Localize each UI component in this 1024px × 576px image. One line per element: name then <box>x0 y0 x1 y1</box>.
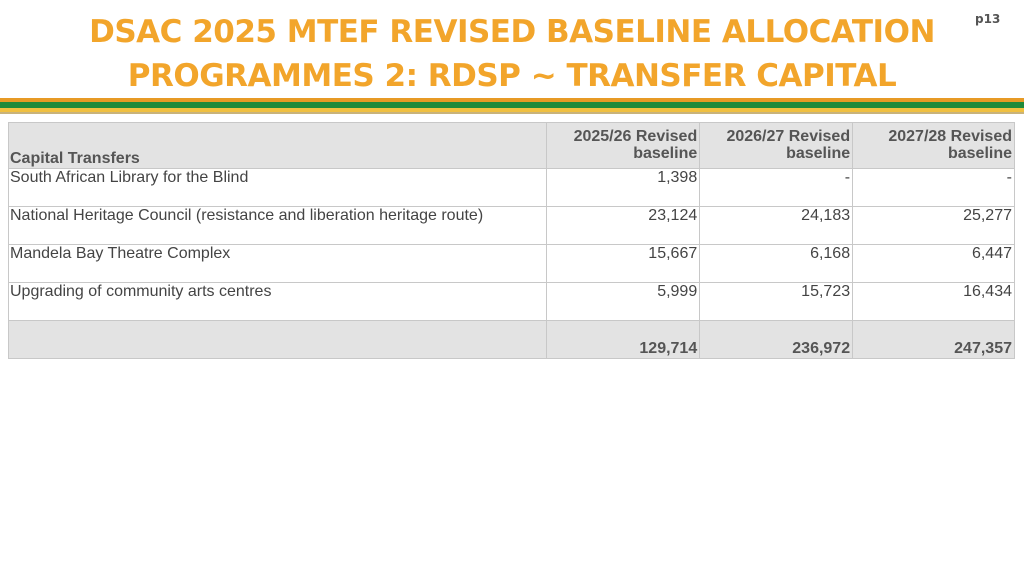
row-value-2027-28: 25,277 <box>853 207 1015 245</box>
header-2026-27-line1: 2026/27 Revised <box>726 128 851 145</box>
row-value-2025-26: 1,398 <box>547 169 700 207</box>
capital-transfers-table <box>8 122 1015 359</box>
header-2027-28-line1: 2027/28 Revised <box>888 128 1012 145</box>
row-value-2026-27: 24,183 <box>700 207 853 245</box>
total-2027-28: 247,357 <box>853 321 1015 359</box>
row-label: Mandela Bay Theatre Complex <box>9 245 547 283</box>
row-value-2025-26: 23,124 <box>547 207 700 245</box>
table-row <box>9 207 1015 245</box>
row-value-2026-27: 6,168 <box>700 245 853 283</box>
header-2027-28 <box>853 123 1015 169</box>
header-2025-26 <box>547 123 700 169</box>
row-value-2025-26: 5,999 <box>547 283 700 321</box>
divider-stripe-tan <box>0 112 1024 114</box>
table-row <box>9 283 1015 321</box>
title-line-2: PROGRAMMES 2: RDSP ~ TRANSFER CAPITAL <box>127 58 897 94</box>
row-value-2027-28: 16,434 <box>853 283 1015 321</box>
row-value-2025-26: 15,667 <box>547 245 700 283</box>
title-line-1: DSAC 2025 MTEF REVISED BASELINE ALLOCATION <box>89 14 935 50</box>
header-2025-26-line1: 2025/26 Revised <box>573 128 698 145</box>
row-value-2026-27: - <box>700 169 853 207</box>
header-2027-28-line2: baseline <box>947 145 1012 162</box>
header-capital-transfers: Capital Transfers <box>9 123 547 169</box>
row-label: National Heritage Council (resistance and liberation heritage route) <box>9 207 547 245</box>
header-2026-27-line2: baseline <box>786 145 851 162</box>
header-2025-26-line2: baseline <box>633 145 698 162</box>
row-label: Upgrading of community arts centres <box>9 283 547 321</box>
row-value-2027-28: 6,447 <box>853 245 1015 283</box>
total-2026-27: 236,972 <box>700 321 853 359</box>
table-header-row <box>9 123 1015 169</box>
page-number: p13 <box>975 12 1001 26</box>
row-value-2027-28: - <box>853 169 1015 207</box>
table-total-row <box>9 321 1015 359</box>
table-row <box>9 169 1015 207</box>
total-label <box>9 321 547 359</box>
slide-title <box>0 10 1024 98</box>
table-row <box>9 245 1015 283</box>
row-label: South African Library for the Blind <box>9 169 547 207</box>
row-value-2026-27: 15,723 <box>700 283 853 321</box>
total-2025-26: 129,714 <box>547 321 700 359</box>
header-2026-27 <box>700 123 853 169</box>
